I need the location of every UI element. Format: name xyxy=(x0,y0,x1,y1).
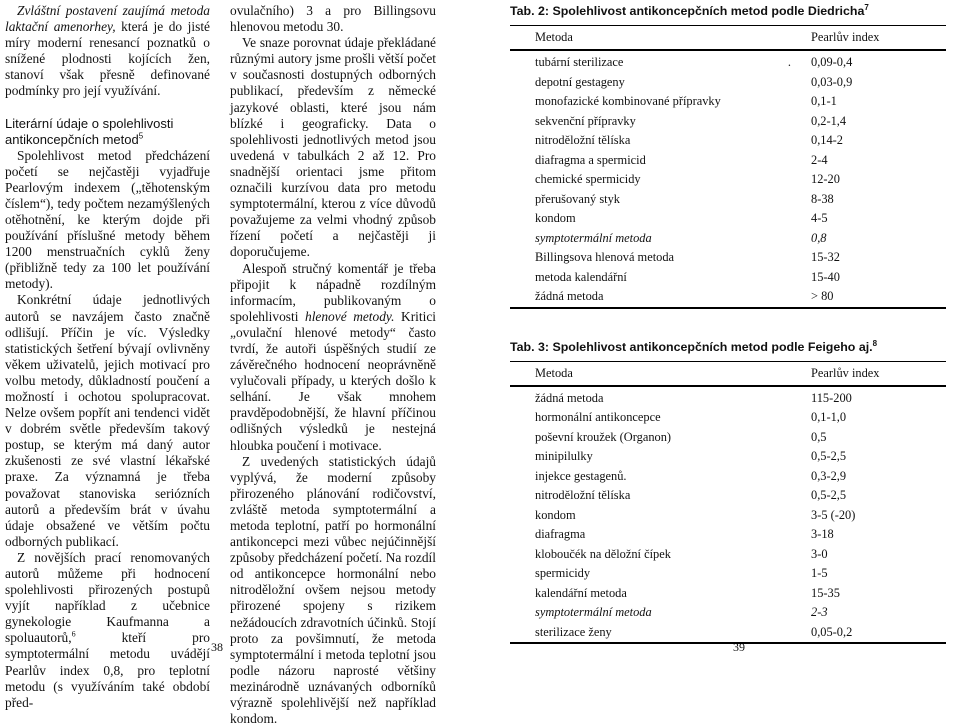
table-row xyxy=(510,287,946,308)
method-name: žádná metoda xyxy=(535,390,604,405)
method-cell xyxy=(510,170,797,190)
table-row xyxy=(510,584,946,604)
method-name: poševní kroužek (Organon) xyxy=(535,429,672,444)
table-row xyxy=(510,386,946,409)
method-name: Billingsova hlenová metoda xyxy=(535,250,675,264)
caption-footnote-ref: 7 xyxy=(864,2,869,12)
method-name: přerušovaný styk xyxy=(535,191,620,206)
method-name: hormonální antikoncepce xyxy=(535,410,661,424)
pearl-index-cell: 3-18 xyxy=(811,527,834,541)
lactation-method-italic: Zvláštní postavení zaujímá metoda laktační amenorhey, xyxy=(5,3,210,35)
pearl-index-cell: 15-32 xyxy=(811,250,840,264)
method-name: kalendářní metoda xyxy=(535,585,627,600)
method-cell xyxy=(510,73,797,93)
heading-footnote-ref: 5 xyxy=(138,131,144,141)
method-name: kondom xyxy=(535,211,576,225)
paragraph-mucus-method xyxy=(230,261,436,454)
pearl-index-cell: 15-35 xyxy=(811,585,840,600)
method-name: monofazické kombinované přípravky xyxy=(535,94,721,108)
pearl-index-cell: 0,14-2 xyxy=(811,133,844,147)
method-cell xyxy=(510,447,797,467)
page-number-right: 39 xyxy=(733,640,745,654)
method-name: diafragma xyxy=(535,527,586,541)
column-header-method: Metoda xyxy=(510,361,797,386)
table-header-row xyxy=(510,26,946,51)
pearl-index-cell: 0,05-0,2 xyxy=(797,623,946,644)
table-2 xyxy=(510,25,946,309)
table-row xyxy=(510,408,946,428)
table-row xyxy=(510,92,946,112)
pearl-index-cell: > 80 xyxy=(797,287,946,308)
pearl-index-cell: 0,5 xyxy=(811,429,827,444)
pearl-index-cell: 3-5 (-20) xyxy=(811,507,856,522)
pearl-index-cell: 0,1-1 xyxy=(811,94,837,108)
left-text-column xyxy=(5,3,210,711)
method-name: diafragma a spermicid xyxy=(535,152,646,167)
footnote-ref: 6 xyxy=(71,629,76,639)
table-row xyxy=(510,525,946,545)
stray-dot: . xyxy=(787,55,791,69)
pearl-index-cell: 3-0 xyxy=(811,546,828,561)
paragraph-text: Alespoň stručný komentář je třeba připojit k nápadně rozdílným informacím, publikovaným o spolehlivosti xyxy=(230,260,436,324)
table-3-body xyxy=(510,361,946,643)
table-row xyxy=(510,151,946,171)
method-cell xyxy=(510,584,797,604)
table-row xyxy=(510,73,946,93)
table-row xyxy=(510,131,946,151)
method-cell xyxy=(510,386,797,409)
method-name: tubární sterilizace xyxy=(535,55,624,69)
table-row xyxy=(510,50,946,73)
method-cell xyxy=(510,623,797,644)
caption-footnote-ref: 8 xyxy=(872,338,878,348)
heading-line-2: antikoncepčních metod xyxy=(5,131,139,147)
method-cell xyxy=(510,525,797,545)
method-name: chemické spermicidy xyxy=(535,172,641,186)
method-cell xyxy=(510,564,797,584)
pearl-index-cell: 4-5 xyxy=(811,211,828,225)
pearl-index-cell: 1-5 xyxy=(811,566,828,580)
pearl-index-cell: 0,03-0,9 xyxy=(811,74,853,89)
method-cell xyxy=(510,603,797,623)
method-name: nitroděložní tělíska xyxy=(535,133,631,147)
table-row xyxy=(510,268,946,288)
table-row xyxy=(510,170,946,190)
table-row xyxy=(510,447,946,467)
table-row xyxy=(510,623,946,644)
pearl-index-cell: 0,09-0,4 xyxy=(811,55,853,69)
mucus-method-italic: hlenové metody. xyxy=(305,308,395,324)
page-number-left: 38 xyxy=(211,640,223,654)
middle-text-column xyxy=(230,3,436,727)
caption-text: Tab. 2: Spolehlivost antikoncepčních metod podle Diedricha xyxy=(510,4,865,18)
pearl-index-cell: 8-38 xyxy=(811,191,834,206)
pearl-index-cell: 0,8 xyxy=(811,230,827,245)
table-row xyxy=(510,545,946,565)
method-cell xyxy=(510,545,797,565)
paragraph-author-data: Konkrétní údaje jednotlivých autorů se navzájem často značně odlišují. Příčin je víc. Výsledky statistických šetření bývají ovlivněny věkem uživatelů, jejich motivací pro volbu metody, důkladností poučení a možností i ochotou spolupracovat. Nelze ovšem popřít ani tendenci vidět v dobrém světle především takový postup, se kterým má daný autor zkušenosti ze své vlastní lékařské praxe. Za významná je třeba považovat stanoviska seriózních autorů a především brát v úvahu údaje obsažené ve větším počtu odborných publikací. xyxy=(5,292,210,549)
paragraph-pearl-index: Spolehlivost metod předcházení početí se nejčastěji vyjadřuje Pearlovým indexem („těhotenským číslem“), tedy počtem nezamýšlených otěhotnění, ke kterým dojde při používání příslušné metody během 1200 menstruačních cyklů ženy (přibližně tedy za 100 let používání metody). xyxy=(5,147,210,292)
table-row xyxy=(510,428,946,448)
paragraph-recent-works xyxy=(5,550,210,711)
paragraph-text: která je do jisté míry moderní renesancí poznatků o snížené plodnosti kojících žen, stanoví však přesně definované podmínky pro její využívání. xyxy=(5,19,211,99)
method-name: nitroděložní tělíska xyxy=(535,488,631,502)
pearl-index-cell: 12-20 xyxy=(811,172,840,186)
table-2-body xyxy=(510,26,946,308)
method-name: symptotermální metoda xyxy=(535,230,652,245)
table-header-row xyxy=(510,361,946,386)
pearl-index-cell: 15-40 xyxy=(811,269,840,284)
table-row xyxy=(510,248,946,268)
method-cell xyxy=(510,50,797,73)
method-cell xyxy=(510,190,797,210)
table-row xyxy=(510,190,946,210)
method-cell xyxy=(510,408,797,428)
method-cell xyxy=(510,209,797,229)
heading-line-1: Literární údaje o spolehlivosti xyxy=(5,115,174,131)
column-header-index: Pearlův index xyxy=(797,361,946,386)
tables-column xyxy=(510,3,946,644)
method-name: sekvenční přípravky xyxy=(535,113,636,128)
method-name: spermicidy xyxy=(535,566,591,580)
method-cell xyxy=(510,248,797,268)
pearl-index-cell: 0,5-2,5 xyxy=(811,449,847,463)
table-row xyxy=(510,112,946,132)
paragraph-text: kteří pro symptotermální metodu uvádějí Pearlův index 0,8, pro teplotní metodu (s využíváním také období před- xyxy=(5,630,210,710)
method-name: sterilizace ženy xyxy=(535,624,612,639)
table-row xyxy=(510,209,946,229)
section-heading xyxy=(5,116,210,148)
method-cell xyxy=(510,428,797,448)
method-cell xyxy=(510,268,797,288)
method-name: depotní gestageny xyxy=(535,74,625,89)
table-row xyxy=(510,467,946,487)
table-row xyxy=(510,229,946,249)
pearl-index-cell: 0,1-1,0 xyxy=(811,410,847,424)
table-3 xyxy=(510,361,946,645)
caption-text: Tab. 3: Spolehlivost antikoncepčních metod podle Feigeho aj. xyxy=(510,339,873,354)
paragraph-conclusion: Z uvedených statistických údajů vyplývá, že moderní způsoby přirozeného plánování rodičovství, zvláště metoda symptotermální a metoda teplotní, patří po hormonální antikoncepci mezi vůbec nejúčinnější způsoby předcházení početí. Na rozdíl od antikoncepce hormonální nebo nitroděložní ovšem nejsou metody přirozené spojeny s rizikem nežádoucích zdravotních účinků. Stojí proto za povšimnutí, že metoda symptotermální i metoda teplotní jsou podle názoru naprosté většiny mezinárodně uznávaných odborníků výrazně spolehlivější než například kondom. xyxy=(230,453,436,727)
table-3-caption xyxy=(510,339,946,355)
table-2-caption xyxy=(510,3,946,19)
paragraph-text: Kritici „ovulační hlenové metody“ často tvrdí, že autoři úspěšných studií ze závěrečného hodnocení neoprávněně vylučovali případy, u kterých došlo k selhání. Je však mnohem pravděpodobnější, že hlavní příčinou odlišných výsledků je nestejná hloubka poučení i motivace. xyxy=(230,308,436,453)
method-cell xyxy=(510,151,797,171)
method-cell xyxy=(510,287,797,308)
pearl-index-cell: 115-200 xyxy=(811,390,852,405)
pearl-index-cell: 2-3 xyxy=(811,605,828,619)
method-cell xyxy=(510,112,797,132)
table-row xyxy=(510,564,946,584)
method-cell xyxy=(510,229,797,249)
table-row xyxy=(510,506,946,526)
paragraph-lactation xyxy=(5,3,210,100)
method-name: metoda kalendářní xyxy=(535,269,627,284)
paragraph-continuation: ovulačního) 3 a pro Billingsovu hlenovou metodu 30. xyxy=(230,3,436,35)
method-name: injekce gestagenů. xyxy=(535,468,627,483)
table-row xyxy=(510,603,946,623)
pearl-index-cell: 2-4 xyxy=(811,152,828,167)
method-name: žádná metoda xyxy=(535,289,604,303)
table-row xyxy=(510,486,946,506)
method-cell xyxy=(510,131,797,151)
column-header-method: Metoda xyxy=(510,26,797,51)
pearl-index-cell: 0,5-2,5 xyxy=(811,488,847,502)
method-name: kloboučék na děložní čípek xyxy=(535,546,671,561)
method-name: minipilulky xyxy=(535,449,593,463)
pearl-index-cell: 0,2-1,4 xyxy=(811,113,847,128)
method-name: kondom xyxy=(535,507,576,522)
column-header-index: Pearlův index xyxy=(797,26,946,51)
method-cell xyxy=(510,467,797,487)
paragraph-text: Z novějších prací renomovaných autorů můžeme při hodnocení spolehlivosti přirozených postupů vyjít například z učebnice gynekologie Kaufmanna a spoluautorů, xyxy=(5,549,210,646)
method-cell xyxy=(510,486,797,506)
method-cell xyxy=(510,92,797,112)
method-cell xyxy=(510,506,797,526)
paragraph-comparison: Ve snaze porovnat údaje překládané různými autory jsme prošli větší počet v současnosti dostupných odborných publikací, především z německé jazykové oblasti, které jsou nám blízké i geograficky. Data o spolehlivosti jednotlivých metod jsou uvedená v tabulkách 2 až 12. Pro snadnější orientaci jsme přitom označili kurzívou data pro metodu symptotermální, kterou z více důvodů považujeme za velmi vhodný způsob řízení početí a nejčastěji ji doporučujeme. xyxy=(230,35,436,260)
pearl-index-cell: 0,3-2,9 xyxy=(811,468,847,483)
method-name: symptotermální metoda xyxy=(535,605,652,619)
